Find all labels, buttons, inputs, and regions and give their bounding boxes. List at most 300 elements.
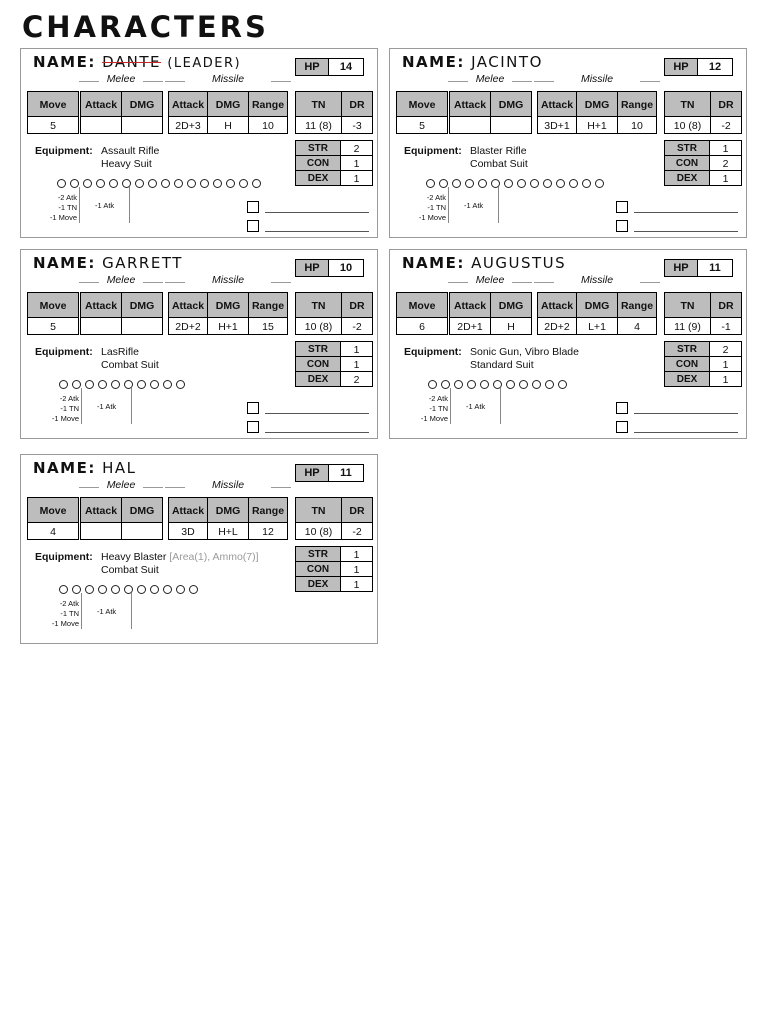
equipment (404, 145, 528, 171)
melee-attack-header: Attack (449, 292, 491, 318)
missile-dmg-header: DMG (207, 91, 249, 117)
wound-circle[interactable] (189, 585, 198, 594)
status-checkbox[interactable] (616, 421, 628, 433)
hp-value[interactable]: 11 (340, 467, 352, 479)
stat-grid (27, 292, 78, 335)
stat-value-row (27, 523, 78, 540)
missile-dmg-value[interactable]: H+1 (207, 317, 249, 335)
character-name (33, 254, 183, 272)
melee-attack-header: Attack (80, 91, 122, 117)
stat-value-row (27, 117, 78, 134)
stat-header-row (168, 292, 287, 318)
range-header: Range (248, 91, 288, 117)
hp-value[interactable]: 14 (339, 61, 353, 73)
stat-header-row (27, 91, 78, 117)
stat-header-row (396, 91, 447, 117)
stat-grid (168, 91, 287, 134)
dex-label: DEX (664, 371, 710, 387)
equipment-item: Heavy Suit (101, 158, 152, 170)
stat-grid (168, 497, 287, 540)
missile-attack-value[interactable]: 2D+3 (168, 116, 208, 134)
tn-value[interactable]: 10 (8) (295, 522, 342, 540)
missile-dmg-header: DMG (576, 91, 618, 117)
melee-attack-value[interactable]: 2D+1 (449, 317, 491, 335)
stat-grid (537, 91, 656, 134)
missile-dmg-value[interactable]: H+L (207, 522, 249, 540)
stat-header-row (168, 91, 287, 117)
missile-dmg-value[interactable]: H (207, 116, 249, 134)
wound-circle[interactable] (111, 380, 120, 389)
wound-circle[interactable] (98, 380, 107, 389)
attribute-row-str (664, 140, 742, 156)
melee-attack-header: Attack (449, 91, 491, 117)
wound-divider (131, 593, 132, 629)
missile-attack-value[interactable]: 3D+1 (537, 116, 577, 134)
move-value[interactable]: 6 (396, 317, 448, 335)
wound-circle[interactable] (72, 380, 81, 389)
tn-header: TN (664, 292, 711, 318)
equipment-item: LasRifle (101, 346, 139, 358)
wound-circle[interactable] (545, 380, 554, 389)
dex-value[interactable]: 1 (341, 576, 373, 592)
name-label: NAME: (33, 459, 96, 477)
wound-circle[interactable] (163, 380, 172, 389)
stat-grid (449, 292, 531, 335)
hp-box (664, 259, 733, 277)
wound-circle[interactable] (137, 585, 146, 594)
melee-attack-header: Attack (80, 292, 122, 318)
wound-circle[interactable] (504, 179, 513, 188)
con-value[interactable]: 1 (341, 356, 373, 372)
hp-box (664, 58, 733, 76)
melee-dmg-value[interactable] (121, 522, 163, 540)
stat-value-row (80, 318, 162, 335)
status-checkbox[interactable] (616, 402, 628, 414)
dr-header: DR (341, 91, 373, 117)
stat-header-row (449, 91, 531, 117)
wound-circle[interactable] (252, 179, 261, 188)
wound-circle[interactable] (176, 380, 185, 389)
status-checkbox[interactable] (616, 220, 628, 232)
wound-penalty: -1 Move (418, 213, 446, 222)
dex-value[interactable]: 2 (341, 371, 373, 387)
str-value[interactable]: 1 (341, 546, 373, 562)
stat-header-row (396, 292, 447, 318)
stat-header-row (449, 292, 531, 318)
dex-label: DEX (295, 170, 341, 186)
wound-divider (81, 593, 82, 629)
move-value[interactable]: 5 (396, 116, 448, 134)
wound-circle[interactable] (187, 179, 196, 188)
status-checkbox[interactable] (247, 201, 259, 213)
hp-value[interactable]: 12 (708, 61, 722, 73)
melee-dmg-value[interactable] (490, 116, 532, 134)
missile-group-label: Missile (538, 274, 656, 286)
melee-group-label: Melee (83, 73, 159, 85)
str-value[interactable]: 1 (341, 341, 373, 357)
missile-group-label: Missile (169, 274, 287, 286)
character-card (20, 48, 378, 238)
melee-dmg-header: DMG (121, 91, 163, 117)
equipment-item: Combat Suit (470, 158, 528, 170)
attribute-row-con (295, 561, 373, 577)
wound-circle[interactable] (558, 380, 567, 389)
attribute-row-str (295, 341, 373, 357)
character-card (20, 454, 378, 644)
equipment-list (470, 346, 579, 372)
missile-group-label: Missile (538, 73, 656, 85)
stat-header-row (80, 91, 162, 117)
dr-value[interactable]: -2 (710, 116, 742, 134)
character-name (402, 53, 543, 71)
dr-value[interactable]: -1 (710, 317, 742, 335)
wound-penalty: -1 TN (58, 203, 77, 212)
melee-dmg-header: DMG (490, 91, 532, 117)
name-value: GARRETT (102, 254, 183, 272)
missile-attack-value[interactable]: 2D+2 (537, 317, 577, 335)
con-value[interactable]: 1 (341, 155, 373, 171)
stat-header-row (537, 91, 656, 117)
status-checkbox[interactable] (616, 201, 628, 213)
equipment-item: Standard Suit (470, 359, 534, 371)
melee-dmg-value[interactable]: H (490, 317, 532, 335)
hp-value[interactable]: 10 (339, 262, 353, 274)
con-value[interactable]: 1 (341, 561, 373, 577)
wound-circle[interactable] (213, 179, 222, 188)
con-value[interactable]: 2 (710, 155, 742, 171)
wound-circle[interactable] (532, 380, 541, 389)
stat-grid (295, 497, 372, 540)
range-value[interactable]: 12 (248, 522, 288, 540)
stat-grid (80, 292, 162, 335)
str-label: STR (664, 341, 710, 357)
wound-circle[interactable] (530, 179, 539, 188)
move-header: Move (396, 292, 448, 318)
melee-group-label: Melee (452, 73, 528, 85)
stat-grid (27, 91, 78, 134)
wound-circle[interactable] (135, 179, 144, 188)
attribute-row-con (664, 356, 742, 372)
tn-value[interactable]: 11 (9) (664, 317, 711, 335)
name-value: JACINTO (471, 53, 543, 71)
name-value: DANTE (102, 53, 162, 71)
dr-header: DR (341, 292, 373, 318)
dex-label: DEX (295, 576, 341, 592)
equipment-item-name: Heavy Blaster (101, 551, 167, 563)
name-value: AUGUSTUS (471, 254, 567, 272)
tn-header: TN (295, 497, 342, 523)
stat-value-row (168, 318, 287, 335)
name-label: NAME: (402, 53, 465, 71)
tn-header: TN (295, 292, 342, 318)
wound-circle[interactable] (59, 380, 68, 389)
wound-circle[interactable] (85, 585, 94, 594)
missile-dmg-header: DMG (576, 292, 618, 318)
wound-penalty-1atk: -1 Atk (464, 201, 484, 210)
stat-value-row (80, 523, 162, 540)
stat-grid (664, 91, 741, 134)
melee-group-label: Melee (83, 274, 159, 286)
wound-penalty: -2 Atk (57, 193, 77, 202)
hp-label: HP (296, 260, 329, 276)
move-header: Move (396, 91, 448, 117)
equipment (404, 346, 579, 372)
wound-circle[interactable] (150, 585, 159, 594)
attribute-row-con (295, 356, 373, 372)
melee-dmg-header: DMG (490, 292, 532, 318)
wound-circle[interactable] (200, 179, 209, 188)
str-label: STR (664, 140, 710, 156)
wound-penalty: -1 Move (51, 619, 79, 628)
wound-circle[interactable] (506, 380, 515, 389)
wound-circle[interactable] (72, 585, 81, 594)
wound-circle[interactable] (519, 380, 528, 389)
wound-divider (79, 187, 80, 223)
attribute-row-str (295, 546, 373, 562)
equipment-item (101, 551, 259, 564)
range-header: Range (248, 497, 288, 523)
equipment-label: Equipment: (35, 551, 93, 563)
move-header: Move (27, 497, 79, 523)
wound-circle[interactable] (70, 179, 79, 188)
melee-attack-value[interactable] (80, 522, 122, 540)
missile-group-label: Missile (169, 73, 287, 85)
wound-penalty: -1 Move (51, 414, 79, 423)
wound-penalty: -2 Atk (59, 599, 79, 608)
wound-circle[interactable] (582, 179, 591, 188)
range-value[interactable]: 15 (248, 317, 288, 335)
wound-circle[interactable] (174, 179, 183, 188)
dex-label: DEX (664, 170, 710, 186)
equipment-list (101, 551, 259, 577)
wound-circle[interactable] (85, 380, 94, 389)
status-line[interactable] (265, 413, 369, 414)
equipment-list (101, 346, 159, 372)
wound-circle[interactable] (556, 179, 565, 188)
wound-divider (498, 187, 499, 223)
equipment (35, 145, 159, 171)
range-value[interactable]: 10 (248, 116, 288, 134)
wound-divider (131, 388, 132, 424)
wound-circle[interactable] (239, 179, 248, 188)
wound-circle[interactable] (454, 380, 463, 389)
move-value[interactable]: 5 (27, 116, 79, 134)
status-line[interactable] (634, 432, 738, 433)
stat-header-row (664, 292, 741, 318)
status-checkbox[interactable] (247, 402, 259, 414)
dex-value[interactable]: 1 (710, 170, 742, 186)
wound-circle[interactable] (465, 179, 474, 188)
wound-circle[interactable] (480, 380, 489, 389)
stat-value-row (295, 318, 372, 335)
stat-value-row (537, 117, 656, 134)
status-line[interactable] (265, 432, 369, 433)
wound-circle[interactable] (83, 179, 92, 188)
melee-dmg-value[interactable] (121, 317, 163, 335)
wound-circle[interactable] (226, 179, 235, 188)
wound-penalties (47, 193, 77, 223)
stat-grid (27, 497, 78, 540)
attribute-row-dex (295, 371, 373, 387)
equipment-label: Equipment: (404, 145, 462, 157)
stat-value-row (295, 117, 372, 134)
stat-header-row (80, 497, 162, 523)
hp-label: HP (665, 260, 698, 276)
stat-header-row (295, 497, 372, 523)
wound-circle[interactable] (595, 179, 604, 188)
stat-grid (449, 91, 531, 134)
str-value[interactable]: 2 (341, 140, 373, 156)
missile-dmg-header: DMG (207, 497, 249, 523)
wound-circle[interactable] (439, 179, 448, 188)
wound-circle[interactable] (441, 380, 450, 389)
equipment-list (101, 145, 159, 171)
stat-header-row (295, 292, 372, 318)
wound-circle[interactable] (517, 179, 526, 188)
wound-penalty: -1 TN (60, 609, 79, 618)
stat-value-row (664, 117, 741, 134)
attribute-table (664, 342, 742, 387)
equipment-item: Combat Suit (101, 359, 159, 371)
wound-penalties (418, 394, 448, 424)
range-value[interactable]: 10 (617, 116, 657, 134)
wound-circle[interactable] (176, 585, 185, 594)
str-value[interactable]: 2 (710, 341, 742, 357)
status-line[interactable] (634, 413, 738, 414)
attribute-row-dex (664, 170, 742, 186)
wound-penalty: -1 TN (427, 203, 446, 212)
con-label: CON (295, 155, 341, 171)
attribute-row-str (664, 341, 742, 357)
attribute-row-dex (295, 576, 373, 592)
wound-circle[interactable] (163, 585, 172, 594)
page-title: CHARACTERS (22, 10, 269, 44)
character-card (389, 249, 747, 439)
melee-attack-value[interactable] (449, 116, 491, 134)
con-value[interactable]: 1 (710, 356, 742, 372)
melee-attack-value[interactable] (80, 317, 122, 335)
stat-grid (664, 292, 741, 335)
stat-grid (80, 497, 162, 540)
wound-penalty: -2 Atk (426, 193, 446, 202)
missile-attack-header: Attack (537, 91, 577, 117)
status-line[interactable] (265, 212, 369, 213)
character-name (402, 254, 566, 272)
missile-dmg-value[interactable]: H+1 (576, 116, 618, 134)
wound-penalties (49, 394, 79, 424)
wound-penalty: -1 TN (60, 404, 79, 413)
wound-circle[interactable] (150, 380, 159, 389)
status-checkbox[interactable] (247, 421, 259, 433)
missile-dmg-value[interactable]: L+1 (576, 317, 618, 335)
hp-box (295, 464, 364, 482)
equipment-item: Blaster Rifle (470, 145, 527, 157)
role-label: (LEADER) (167, 56, 242, 71)
missile-attack-value[interactable]: 2D+2 (168, 317, 208, 335)
dr-value[interactable]: -3 (341, 116, 373, 134)
wound-circle[interactable] (467, 380, 476, 389)
stat-value-row (27, 318, 78, 335)
status-line[interactable] (265, 231, 369, 232)
hp-label: HP (296, 59, 329, 75)
wound-circle[interactable] (98, 585, 107, 594)
equipment (35, 346, 159, 372)
wound-circle[interactable] (161, 179, 170, 188)
tn-value[interactable]: 11 (8) (295, 116, 342, 134)
wound-circle[interactable] (478, 179, 487, 188)
status-line[interactable] (634, 231, 738, 232)
range-header: Range (617, 91, 657, 117)
equipment-list (470, 145, 528, 171)
hp-label: HP (665, 59, 698, 75)
equipment-label: Equipment: (404, 346, 462, 358)
tn-value[interactable]: 10 (8) (295, 317, 342, 335)
stat-value-row (396, 117, 447, 134)
dr-header: DR (710, 91, 742, 117)
wound-circle[interactable] (426, 179, 435, 188)
stat-header-row (27, 292, 78, 318)
wound-circle[interactable] (137, 380, 146, 389)
wound-circle[interactable] (111, 585, 120, 594)
equipment-item: Combat Suit (101, 564, 159, 576)
melee-dmg-value[interactable] (121, 116, 163, 134)
hp-value[interactable]: 11 (709, 262, 721, 274)
wound-penalty-1atk: -1 Atk (95, 201, 115, 210)
missile-group-label: Missile (169, 479, 287, 491)
range-value[interactable]: 4 (617, 317, 657, 335)
con-label: CON (295, 561, 341, 577)
stat-grid (168, 292, 287, 335)
wound-circle[interactable] (96, 179, 105, 188)
missile-dmg-header: DMG (207, 292, 249, 318)
stat-header-row (537, 292, 656, 318)
character-card (20, 249, 378, 439)
wound-circle[interactable] (452, 179, 461, 188)
status-line[interactable] (634, 212, 738, 213)
str-label: STR (295, 140, 341, 156)
wound-penalty-1atk: -1 Atk (466, 402, 486, 411)
wound-penalty: -1 TN (429, 404, 448, 413)
wound-circle[interactable] (59, 585, 68, 594)
wound-circle[interactable] (57, 179, 66, 188)
wound-circle[interactable] (109, 179, 118, 188)
dex-value[interactable]: 1 (341, 170, 373, 186)
wound-circle[interactable] (569, 179, 578, 188)
move-value[interactable]: 4 (27, 522, 79, 540)
dex-value[interactable]: 1 (710, 371, 742, 387)
str-value[interactable]: 1 (710, 140, 742, 156)
dr-value[interactable]: -2 (341, 317, 373, 335)
con-label: CON (664, 356, 710, 372)
wound-penalties (49, 599, 79, 629)
missile-attack-value[interactable]: 3D (168, 522, 208, 540)
attribute-row-dex (664, 371, 742, 387)
name-label: NAME: (33, 254, 96, 272)
wound-circle[interactable] (428, 380, 437, 389)
status-checkbox[interactable] (247, 220, 259, 232)
wound-divider (500, 388, 501, 424)
melee-attack-value[interactable] (80, 116, 122, 134)
wound-divider (129, 187, 130, 223)
dr-value[interactable]: -2 (341, 522, 373, 540)
move-header: Move (27, 292, 79, 318)
wound-divider (81, 388, 82, 424)
wound-circle[interactable] (148, 179, 157, 188)
move-value[interactable]: 5 (27, 317, 79, 335)
stat-value-row (664, 318, 741, 335)
wound-circle[interactable] (543, 179, 552, 188)
tn-value[interactable]: 10 (8) (664, 116, 711, 134)
